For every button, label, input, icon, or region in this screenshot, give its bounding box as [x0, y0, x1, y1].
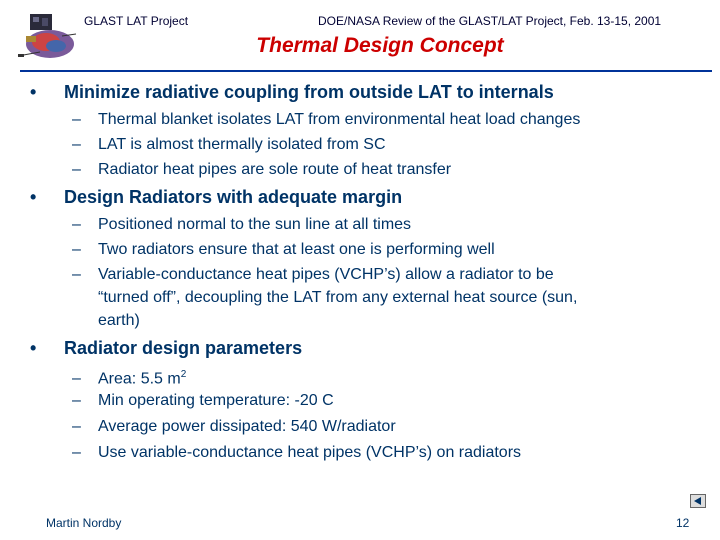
bullet-glyph: •	[30, 338, 37, 358]
sub-bullet-item	[72, 159, 451, 181]
bullet-item	[30, 338, 302, 359]
bullet-glyph: •	[30, 82, 37, 102]
sub-bullet-continuation: “turned off”, decoupling the LAT from any external heat source (sun,	[98, 289, 578, 306]
bullet-text: Radiator design parameters	[64, 338, 303, 358]
page-number: 12	[676, 516, 690, 530]
sub-bullet-item	[72, 109, 580, 131]
sub-bullet-continuation: earth)	[98, 312, 140, 329]
bullet-glyph: •	[30, 187, 37, 207]
dash-glyph: –	[72, 444, 81, 461]
footer-author: Martin Nordby	[46, 516, 122, 530]
sub-bullet-text: Positioned normal to the sun line at all times	[98, 216, 412, 233]
sub-bullet-text: Thermal blanket isolates LAT from environmental heat load changes	[98, 111, 581, 128]
dash-glyph: –	[72, 266, 81, 283]
sub-bullet-text: Min operating temperature: -20 C	[98, 392, 334, 409]
sub-bullet-item	[72, 134, 386, 156]
sub-bullet-item	[72, 390, 334, 412]
dash-glyph: –	[72, 161, 81, 178]
bullet-text: Design Radiators with adequate margin	[64, 187, 403, 207]
sub-bullet-item	[72, 264, 554, 286]
dash-glyph: –	[72, 392, 81, 409]
sub-bullet-text: Two radiators ensure that at least one is performing well	[98, 241, 495, 258]
sub-bullet-item	[72, 364, 186, 390]
dash-glyph: –	[72, 216, 81, 233]
sub-bullet-text: LAT is almost thermally isolated from SC	[98, 136, 386, 153]
project-name: GLAST LAT Project	[84, 14, 189, 28]
bullet-text: Minimize radiative coupling from outside LAT to internals	[64, 82, 554, 102]
sub-bullet-item	[72, 214, 411, 236]
sub-bullet-text: Use variable-conductance heat pipes (VCHP’s) on radiators	[98, 444, 522, 461]
sub-bullet-text: Area: 5.5 m	[98, 370, 181, 388]
dash-glyph: –	[72, 241, 81, 258]
sub-bullet-text: Radiator heat pipes are sole route of heat transfer	[98, 161, 452, 178]
sub-bullet-item	[72, 416, 396, 438]
sub-bullet-item	[72, 239, 495, 261]
dash-glyph: –	[72, 136, 81, 153]
review-title: DOE/NASA Review of the GLAST/LAT Project, Feb. 13-15, 2001	[318, 14, 662, 28]
sub-bullet-text: Variable-conductance heat pipes (VCHP’s) allow a radiator to be	[98, 266, 554, 283]
bullet-item	[30, 187, 402, 208]
dash-glyph: –	[72, 111, 81, 128]
sub-bullet-text: Average power dissipated: 540 W/radiator	[98, 418, 396, 435]
bullet-item	[30, 82, 554, 103]
dash-glyph: –	[72, 418, 81, 435]
dash-glyph: –	[72, 370, 81, 388]
navigate-back-icon[interactable]	[690, 494, 706, 508]
slide-title: Thermal Design Concept	[256, 34, 504, 57]
sub-bullet-item	[72, 442, 521, 464]
area-superscript: 2	[180, 369, 187, 380]
